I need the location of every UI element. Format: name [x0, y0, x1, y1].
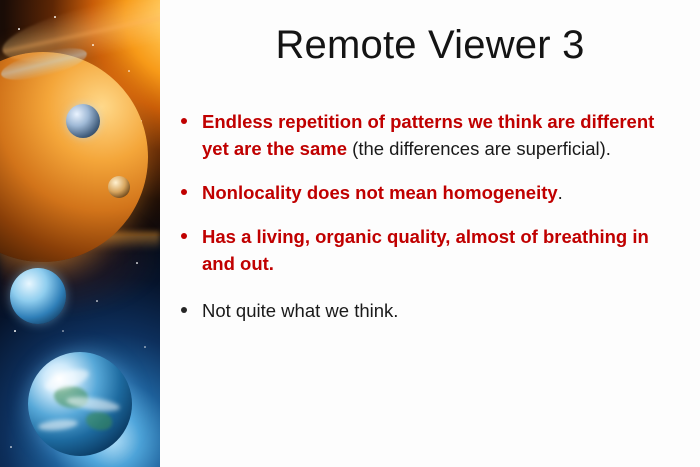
list-item — [176, 223, 686, 277]
moon-upper — [66, 104, 100, 138]
bullet-dot-icon — [181, 118, 187, 124]
list-item — [176, 297, 686, 324]
bullet-dot-icon — [181, 189, 187, 195]
landmass — [86, 412, 112, 430]
bullet-highlight-text: Endless repetition of patterns we think are different yet are the same — [202, 111, 655, 159]
bullet-highlight-text: Nonlocality does not mean homogeneity — [202, 182, 558, 203]
moon-small — [108, 176, 130, 198]
artwork-right-edge — [152, 0, 160, 467]
list-item — [176, 108, 686, 162]
bullet-list — [176, 108, 686, 324]
bullet-highlight-text: Has a living, organic quality, almost of breathing in and out. — [202, 226, 649, 274]
bullet-plain-text: . — [557, 182, 563, 203]
bullet-dot-icon — [181, 233, 187, 239]
slide-title: Remote Viewer 3 — [275, 23, 585, 67]
bullet-plain-text: Not quite what we think. — [202, 300, 399, 321]
list-item — [176, 179, 686, 206]
bullet-plain-text: (the differences are superficial). — [347, 138, 611, 159]
space-planets-illustration — [0, 0, 160, 467]
ringed-blue-planet — [10, 268, 66, 324]
bullet-dot-icon — [181, 307, 187, 313]
